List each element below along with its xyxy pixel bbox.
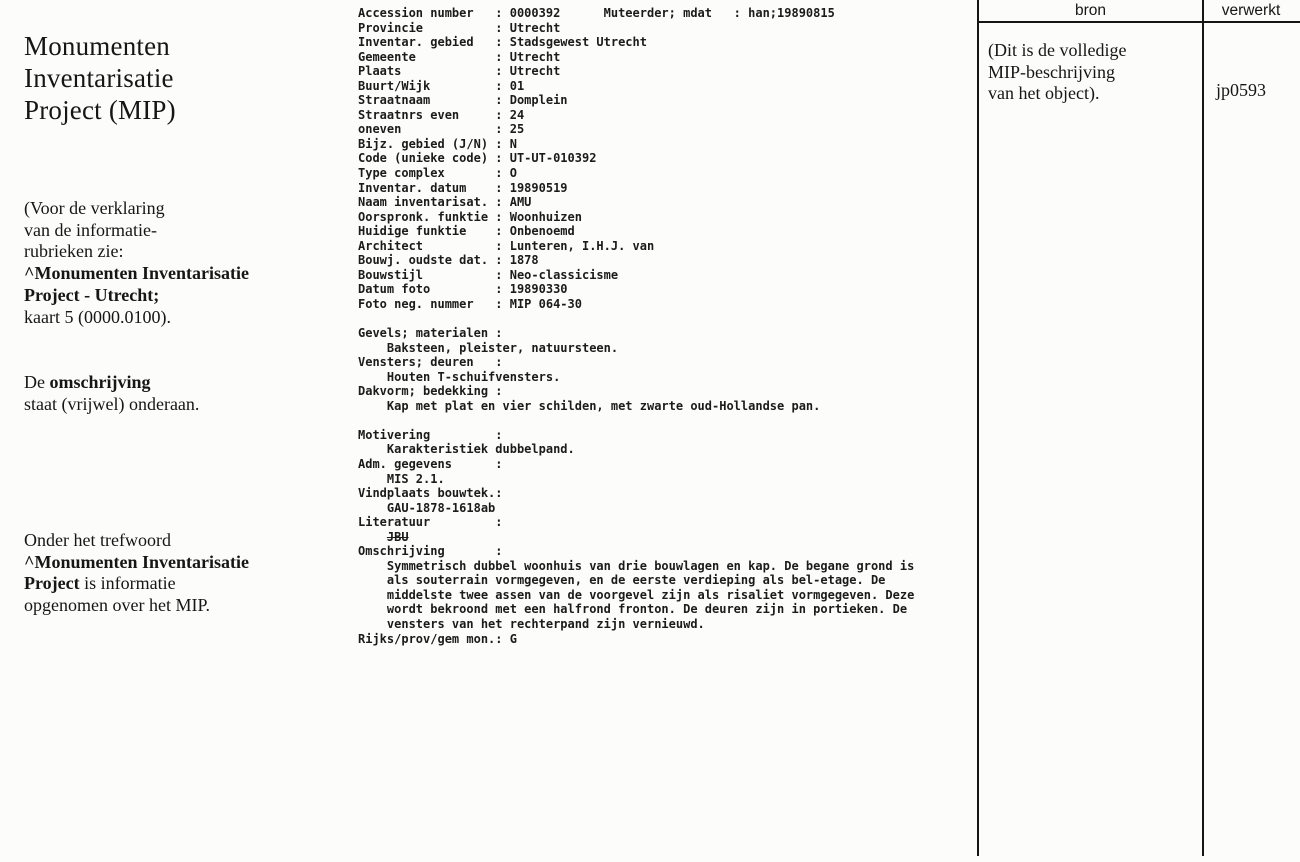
trefwoord-note: [24, 530, 249, 617]
text-line: Onder het trefwoord: [24, 530, 171, 550]
text-line: Bouwstijl : Neo-classicisme: [358, 267, 619, 282]
text-line: middelste twee assen van de voorgevel zijn als risaliet vormgegeven. Deze: [358, 587, 915, 602]
text-line: Houten T-schuifvensters.: [358, 369, 561, 384]
text-line: Symmetrisch dubbel woonhuis van drie bouwlagen en kap. De begane grond is: [358, 558, 915, 573]
text-line: Adm. gegevens :: [358, 456, 503, 471]
text-line: Literatuur :: [358, 515, 503, 530]
verwerkt-column-header: verwerkt: [1221, 2, 1281, 19]
text-line: vensters van het rechterpand zijn vernieuwd.: [358, 616, 705, 631]
text-line: Bijz. gebied (J/N) : N: [358, 136, 517, 151]
text-line: Buurt/Wijk : 01: [358, 78, 525, 93]
text-line: JBU: [386, 529, 409, 544]
text-line: Baksteen, pleister, natuursteen.: [358, 340, 619, 355]
text-line: Karakteristiek dubbelpand.: [358, 442, 575, 457]
mip-record: [358, 6, 914, 646]
text-line: Foto neg. nummer : MIP 064-30: [358, 296, 582, 311]
omschrijving-note: [24, 372, 199, 415]
text-line: Motivering :: [358, 427, 503, 442]
text-line: Vensters; deuren :: [358, 355, 503, 370]
text-line: van het object).: [988, 83, 1100, 103]
text-line: ^Monumenten Inventarisatie: [24, 263, 249, 284]
text-line: Monumenten: [24, 31, 170, 61]
text-line: Straatnrs even : 24: [358, 107, 525, 122]
table-column-divider: [1202, 0, 1204, 856]
text-line: Architect : Lunteren, I.H.J. van: [358, 238, 655, 253]
text-line: Project - Utrecht;: [24, 284, 160, 305]
page-title: [24, 30, 176, 126]
text-line: (Voor de verklaring: [24, 198, 165, 218]
text-line: kaart 5 (0000.0100).: [24, 306, 171, 327]
text-line: Naam inventarisat. : AMU: [358, 195, 532, 210]
text-line: opgenomen over het MIP.: [24, 595, 210, 616]
text-line: Inventar. gebied : Stadsgewest Utrecht: [358, 35, 647, 50]
text-line: staat (vrijwel) onderaan.: [24, 393, 200, 414]
text-line: oneven : 25: [358, 122, 525, 137]
text-line: Inventarisatie: [24, 63, 174, 93]
text-line: Omschrijving :: [358, 544, 503, 559]
text-line: Kap met plat en vier schilden, met zwarte oud-Hollandse pan.: [358, 398, 821, 413]
text-line: Gevels; materialen :: [358, 326, 503, 341]
text-line: De omschrijving: [24, 372, 151, 392]
text-line: Project is informatie: [24, 573, 176, 594]
text-line: Dakvorm; bedekking :: [358, 384, 503, 399]
text-line: Datum foto : 19890330: [358, 282, 568, 297]
text-line: Rijks/prov/gem mon.: G: [358, 631, 517, 646]
text-line: [358, 413, 914, 428]
text-line: Straatnaam : Domplein: [358, 93, 568, 108]
bron-note: [988, 40, 1193, 105]
table-left-border: [977, 0, 979, 856]
text-line: [358, 311, 914, 326]
text-line: als souterrain vormgegeven, en de eerste verdieping als bel-etage. De: [358, 573, 886, 588]
text-line: Bouwj. oudste dat. : 1878: [358, 253, 539, 268]
text-line: Oorspronk. funktie : Woonhuizen: [358, 209, 582, 224]
text-line: rubrieken zie:: [24, 241, 124, 262]
text-line: Project (MIP): [24, 95, 176, 125]
text-line: Accession number : 0000392 Muteerder; mdat : han;19890815: [358, 6, 835, 20]
table-header-underline: [977, 21, 1300, 23]
text-line: MIS 2.1.: [358, 471, 445, 486]
bron-column-header: bron: [1074, 2, 1107, 19]
text-line: ^Monumenten Inventarisatie: [24, 551, 249, 572]
text-line: (Dit is de volledige: [988, 40, 1127, 60]
text-line: Plaats : Utrecht: [358, 64, 561, 79]
text-line: Gemeente : Utrecht: [358, 49, 561, 64]
text-line: Vindplaats bouwtek.:: [358, 486, 503, 501]
text-line: Type complex : O: [358, 166, 517, 181]
text-line: MIP-beschrijving: [988, 61, 1115, 82]
text-line: GAU-1878-1618ab: [358, 500, 496, 515]
text-line: wordt bekroond met een halfrond fronton. De deuren zijn in portieken. De: [358, 602, 908, 617]
text-line: Huidige funktie : Onbenoemd: [358, 224, 575, 239]
verklaring-note: [24, 198, 249, 328]
text-line: Code (unieke code) : UT-UT-010392: [358, 151, 597, 166]
text-line: van de informatie-: [24, 219, 157, 240]
verwerkt-code: jp0593: [1216, 80, 1267, 100]
text-line: Provincie : Utrecht: [358, 20, 561, 35]
text-line: Inventar. datum : 19890519: [358, 180, 568, 195]
